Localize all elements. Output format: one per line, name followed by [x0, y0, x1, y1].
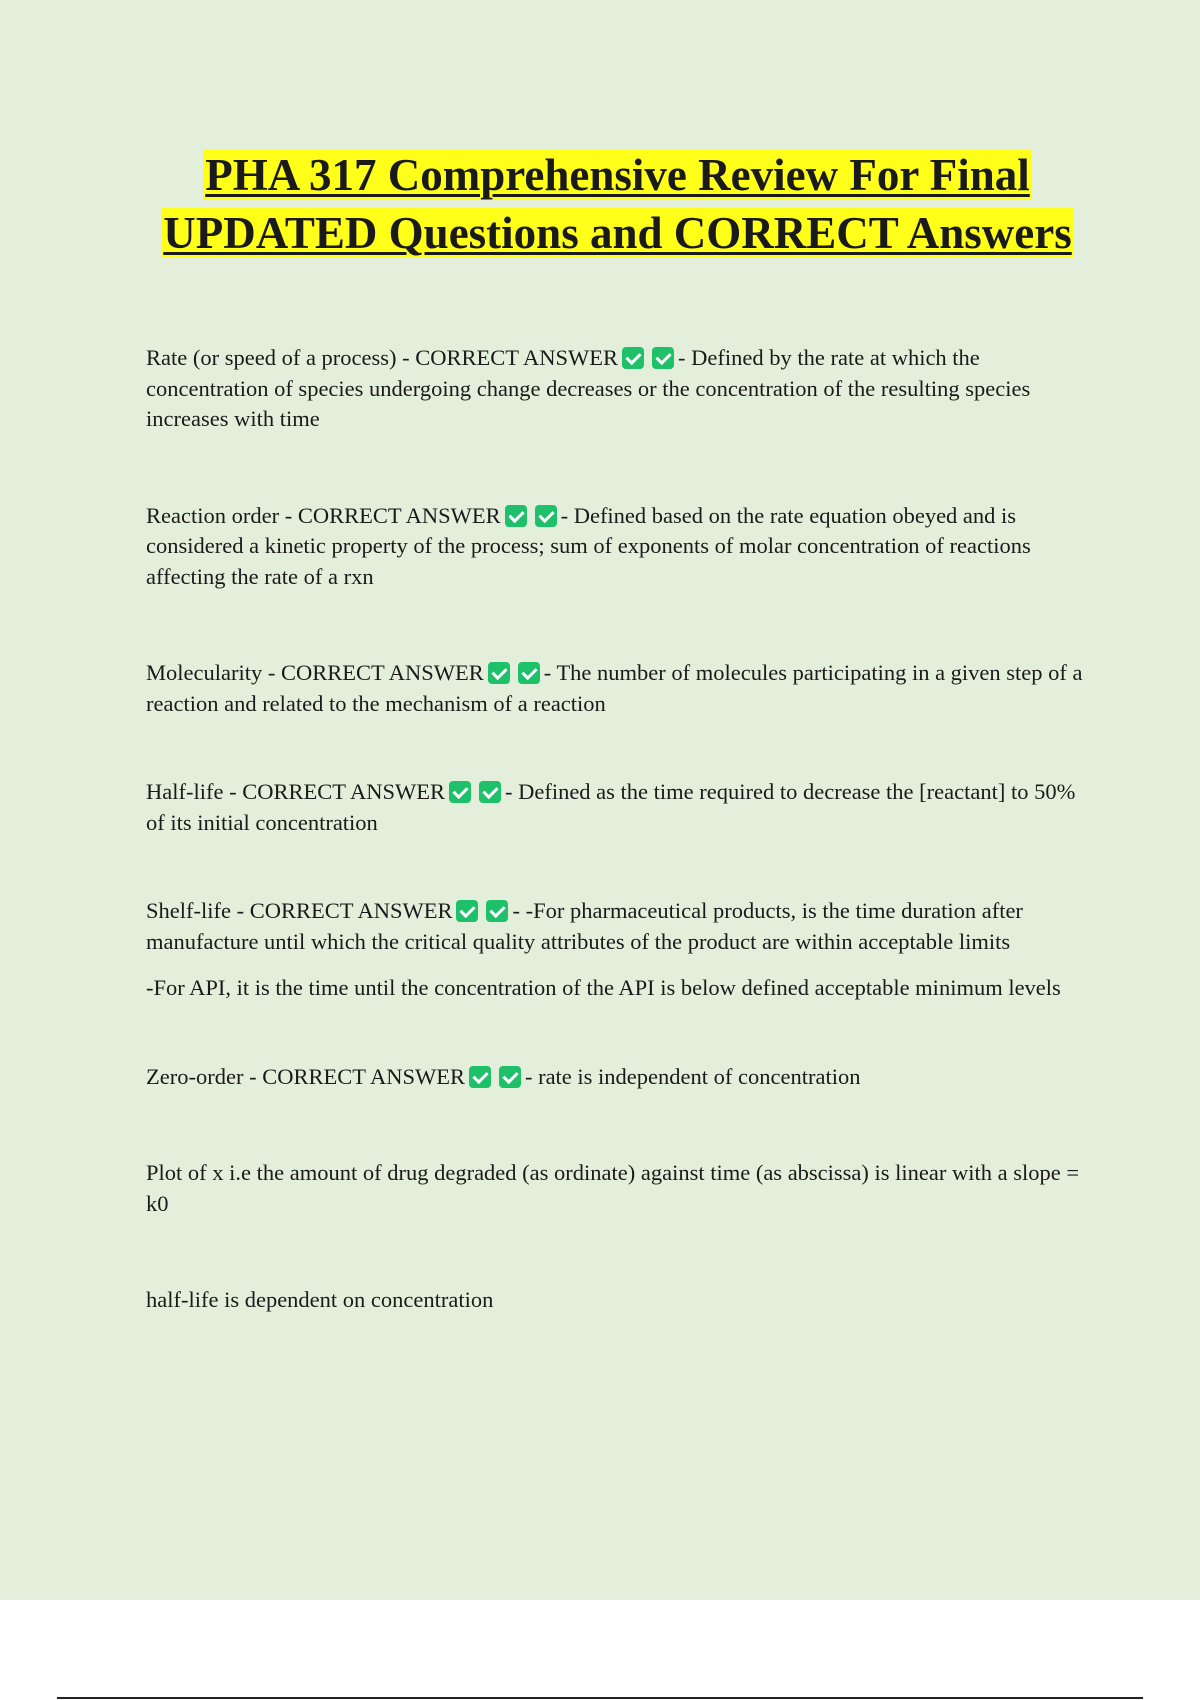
- entry-term: Half-life: [146, 779, 224, 804]
- entry-text: Molecularity - CORRECT ANSWER - The number of molecules participating in a given step of a reaction and related to the mechanism of a reaction: [146, 660, 1083, 716]
- answer-marker: CORRECT ANSWER: [297, 502, 501, 528]
- highlighted-title-text: PHA 317 Comprehensive Review For Final UPDATED Questions and CORRECT Answers: [163, 150, 1072, 258]
- entry-term: Rate (or speed of a process): [146, 345, 397, 370]
- qa-entry: [146, 658, 1092, 719]
- answer-marker: CORRECT ANSWER: [415, 345, 619, 370]
- document-title: [100, 146, 1135, 262]
- answer-marker: CORRECT ANSWER: [280, 660, 484, 685]
- answer-marker: CORRECT ANSWER: [262, 1063, 465, 1089]
- answer-marker: CORRECT ANSWER: [242, 779, 445, 804]
- entry-text: Reaction order - CORRECT ANSWER - Defined based on the rate equation obeyed and is considered a kinetic property of the process; sum of exponents of molar concentration of reactions affecting the rate of a rxn: [146, 502, 1031, 589]
- entry-text: Half-life - CORRECT ANSWER - Defined as the time required to decrease the [reactant] to 50% of its initial concentration: [146, 779, 1076, 835]
- check-mark-icon: [499, 1066, 521, 1088]
- entry-continuation: -For API, it is the time until the concentration of the API is below defined acceptable minimum levels: [146, 975, 1061, 1000]
- entry-definition: -For pharmaceutical products, is the time duration after manufacture until which the critical quality attributes of the product are within acceptable limits: [146, 898, 1023, 954]
- note-paragraph: half-life is dependent on concentration: [146, 1287, 494, 1312]
- qa-entry: [146, 501, 1092, 593]
- check-mark-icon: [518, 662, 540, 684]
- check-mark-icon: [469, 1066, 491, 1088]
- entry-term: Shelf-life: [146, 898, 231, 923]
- check-mark-icon: [622, 347, 644, 369]
- entry-term: Reaction order: [146, 502, 280, 528]
- entry-term: Molecularity: [146, 660, 263, 685]
- entry-definition: Defined by the rate at which the concentration of species undergoing change decreases or the concentration of the resulting species increases with time: [146, 345, 1031, 431]
- check-mark-icon: [652, 347, 674, 369]
- qa-entry: [146, 777, 1092, 838]
- document-body: [146, 343, 1092, 1316]
- qa-entry: [146, 343, 1092, 435]
- entry-term: Zero-order: [146, 1063, 244, 1089]
- check-mark-icon: [479, 781, 501, 803]
- entry-text: Zero-order - CORRECT ANSWER - rate is independent of concentration: [146, 1063, 861, 1089]
- qa-entry: [146, 896, 1092, 1004]
- footer-divider: [57, 1697, 1143, 1699]
- entry-definition: Defined as the time required to decrease the [reactant] to 50% of its initial concentration: [146, 779, 1076, 835]
- qa-entry: [146, 1062, 1092, 1093]
- entry-text: Shelf-life - CORRECT ANSWER - -For pharmaceutical products, is the time duration after manufacture until which the critical quality attributes of the product are within acceptable limits: [146, 898, 1023, 954]
- check-mark-icon: [505, 505, 527, 527]
- entry-definition: Defined based on the rate equation obeyed and is considered a kinetic property of the process; sum of exponents of molar concentration of reactions affecting the rate of a rxn: [146, 502, 1031, 589]
- entry-definition: The number of molecules participating in a given step of a reaction and related to the mechanism of a reaction: [146, 660, 1083, 716]
- check-mark-icon: [456, 900, 478, 922]
- check-mark-icon: [488, 662, 510, 684]
- answer-marker: CORRECT ANSWER: [249, 898, 453, 923]
- entry-text: Rate (or speed of a process) - CORRECT ANSWER - Defined by the rate at which the concentration of species undergoing change decreases or the concentration of the resulting species increases with time: [146, 345, 1031, 431]
- check-mark-icon: [535, 505, 557, 527]
- note-paragraph: Plot of x i.e the amount of drug degraded (as ordinate) against time (as abscissa) is linear with a slope = k0: [146, 1160, 1080, 1216]
- check-mark-icon: [449, 781, 471, 803]
- check-mark-icon: [486, 900, 508, 922]
- entry-definition: rate is independent of concentration: [538, 1063, 861, 1089]
